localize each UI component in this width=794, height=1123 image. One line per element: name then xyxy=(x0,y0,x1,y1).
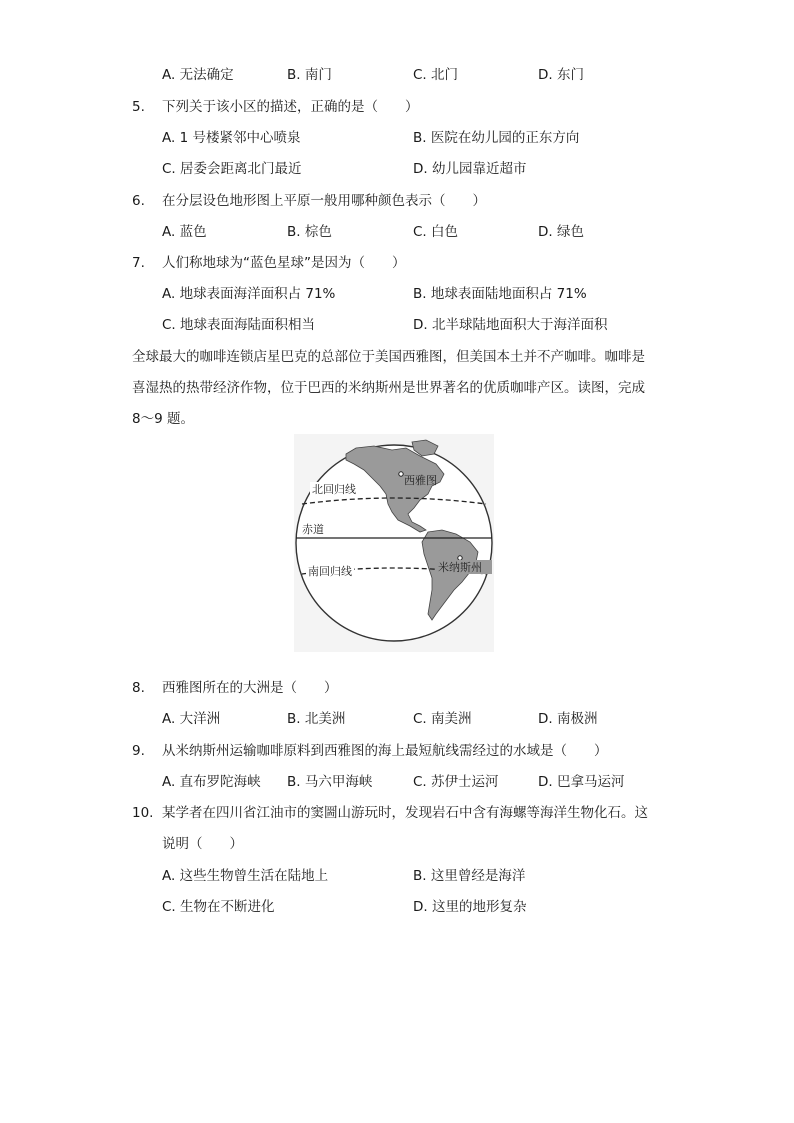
q5-option-b: B. 医院在幼儿园的正东方向 xyxy=(413,130,580,146)
question-number: 10. xyxy=(132,805,154,821)
question-5 xyxy=(0,96,794,118)
q6-option-c: C. 白色 xyxy=(413,224,459,240)
question-number: 7. xyxy=(132,255,145,271)
tropic-of-cancer-label: 北回归线 xyxy=(312,483,356,496)
question-text: 某学者在四川省江油市的窦圌山游玩时，发现岩石中含有海螺等海洋生物化石。这 xyxy=(162,805,648,821)
q4-option-b: B. 南门 xyxy=(287,67,332,83)
globe-map-figure xyxy=(294,434,494,652)
q4-option-d: D. 东门 xyxy=(538,67,584,83)
q6-options xyxy=(0,221,794,243)
question-8 xyxy=(0,677,794,699)
question-7 xyxy=(0,252,794,274)
question-text: 说明（ ） xyxy=(162,836,243,852)
q8-option-c: C. 南美洲 xyxy=(413,711,472,727)
tropic-of-capricorn-label: 南回归线 xyxy=(308,565,352,578)
q7-option-d: D. 北半球陆地面积大于海洋面积 xyxy=(413,317,608,333)
q9-option-a: A. 直布罗陀海峡 xyxy=(162,774,261,790)
q5-option-a: A. 1 号楼紧邻中心喷泉 xyxy=(162,130,301,146)
minas-marker xyxy=(458,556,462,560)
question-text: 从米纳斯州运输咖啡原料到西雅图的海上最短航线需经过的水域是（ ） xyxy=(162,743,608,759)
q10-option-d: D. 这里的地形复杂 xyxy=(413,899,527,915)
q8-options xyxy=(0,708,794,730)
q7-options-row1 xyxy=(0,283,794,305)
question-text: 人们称地球为“蓝色星球”是因为（ ） xyxy=(162,255,406,271)
question-text: 西雅图所在的大洲是（ ） xyxy=(162,680,338,696)
q5-option-c: C. 居委会距离北门最近 xyxy=(162,161,302,177)
question-number: 8. xyxy=(132,680,145,696)
q10-option-c: C. 生物在不断进化 xyxy=(162,899,275,915)
q9-option-b: B. 马六甲海峡 xyxy=(287,774,373,790)
question-6 xyxy=(0,190,794,212)
globe-map xyxy=(294,434,494,652)
question-text: 在分层设色地形图上平原一般用哪种颜色表示（ ） xyxy=(162,193,486,209)
q6-option-d: D. 绿色 xyxy=(538,224,584,240)
q9-options xyxy=(0,771,794,793)
question-10-cont xyxy=(0,833,794,855)
q5-option-d: D. 幼儿园靠近超市 xyxy=(413,161,527,177)
seattle-label: 西雅图 xyxy=(404,474,437,487)
q9-option-c: C. 苏伊士运河 xyxy=(413,774,499,790)
q6-option-b: B. 棕色 xyxy=(287,224,332,240)
q10-option-b: B. 这里曾经是海洋 xyxy=(413,868,526,884)
q5-options-row1 xyxy=(0,127,794,149)
q5-options-row2 xyxy=(0,158,794,180)
question-text: 下列关于该小区的描述，正确的是（ ） xyxy=(162,99,419,115)
q10-options-row2 xyxy=(0,896,794,918)
q7-option-b: B. 地球表面陆地面积占 71% xyxy=(413,286,587,302)
question-number: 9. xyxy=(132,743,145,759)
q4-options xyxy=(0,64,794,86)
q9-option-d: D. 巴拿马运河 xyxy=(538,774,625,790)
q8-option-d: D. 南极洲 xyxy=(538,711,598,727)
question-number: 5. xyxy=(132,99,145,115)
equator-label: 赤道 xyxy=(302,523,324,536)
seattle-marker xyxy=(399,472,403,476)
question-10 xyxy=(0,802,794,824)
q6-option-a: A. 蓝色 xyxy=(162,224,207,240)
question-9 xyxy=(0,740,794,762)
minas-label: 米纳斯州 xyxy=(438,561,482,574)
q10-option-a: A. 这些生物曾生活在陆地上 xyxy=(162,868,329,884)
passage-line: 8～9 题。 xyxy=(132,411,194,427)
q7-options-row2 xyxy=(0,314,794,336)
q4-option-a: A. 无法确定 xyxy=(162,67,234,83)
q10-options-row1 xyxy=(0,865,794,887)
q8-option-a: A. 大洋洲 xyxy=(162,711,221,727)
passage-line: 喜湿热的热带经济作物，位于巴西的米纳斯州是世界著名的优质咖啡产区。读图，完成 xyxy=(132,380,645,396)
q7-option-c: C. 地球表面海陆面积相当 xyxy=(162,317,316,333)
q7-option-a: A. 地球表面海洋面积占 71% xyxy=(162,286,336,302)
q8-option-b: B. 北美洲 xyxy=(287,711,346,727)
question-number: 6. xyxy=(132,193,145,209)
passage-line: 全球最大的咖啡连锁店星巴克的总部位于美国西雅图，但美国本土并不产咖啡。咖啡是 xyxy=(132,349,645,365)
q4-option-c: C. 北门 xyxy=(413,67,459,83)
